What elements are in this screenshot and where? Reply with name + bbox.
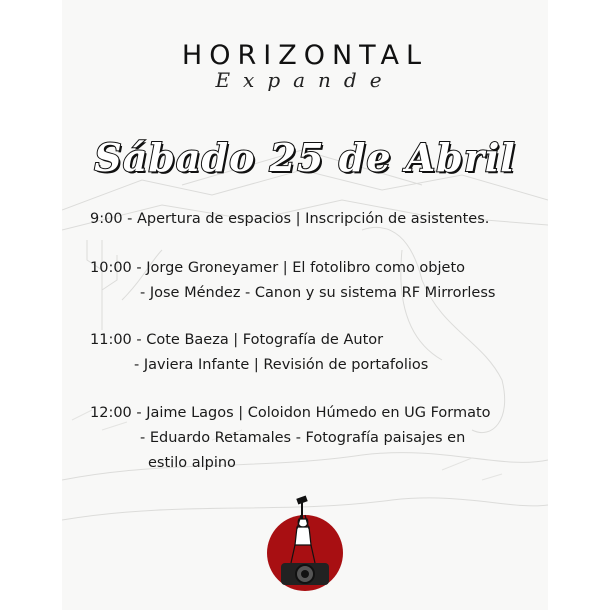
- schedule-item-1000-sub: - Jose Méndez - Canon y su sistema RF Mirrorless: [140, 285, 496, 301]
- event-date-title: Sábado 25 de Abril: [94, 135, 516, 180]
- brand-logo: HORIZONTAL: [181, 40, 429, 71]
- schedule-item-0900: 9:00 - Apertura de espacios | Inscripción de asistentes.: [90, 211, 490, 227]
- schedule-item-1100-sub: - Javiera Infante | Revisión de portafolios: [134, 357, 429, 373]
- schedule-item-1100: 11:00 - Cote Baeza | Fotografía de Autor: [90, 332, 384, 348]
- event-poster: [62, 0, 548, 610]
- schedule-item-1200: 12:00 - Jaime Lagos | Coloidon Húmedo en UG Formato: [90, 405, 491, 421]
- photographer-badge: [267, 515, 343, 591]
- schedule-item-1200-sub-cont: estilo alpino: [148, 455, 236, 471]
- brand-logo-subtitle: Expande: [215, 68, 395, 92]
- schedule-item-1200-sub: - Eduardo Retamales - Fotografía paisajes en: [140, 430, 466, 446]
- photographer-with-hammer-icon: [263, 493, 347, 593]
- schedule-item-1000: 10:00 - Jorge Groneyamer | El fotolibro como objeto: [90, 260, 466, 276]
